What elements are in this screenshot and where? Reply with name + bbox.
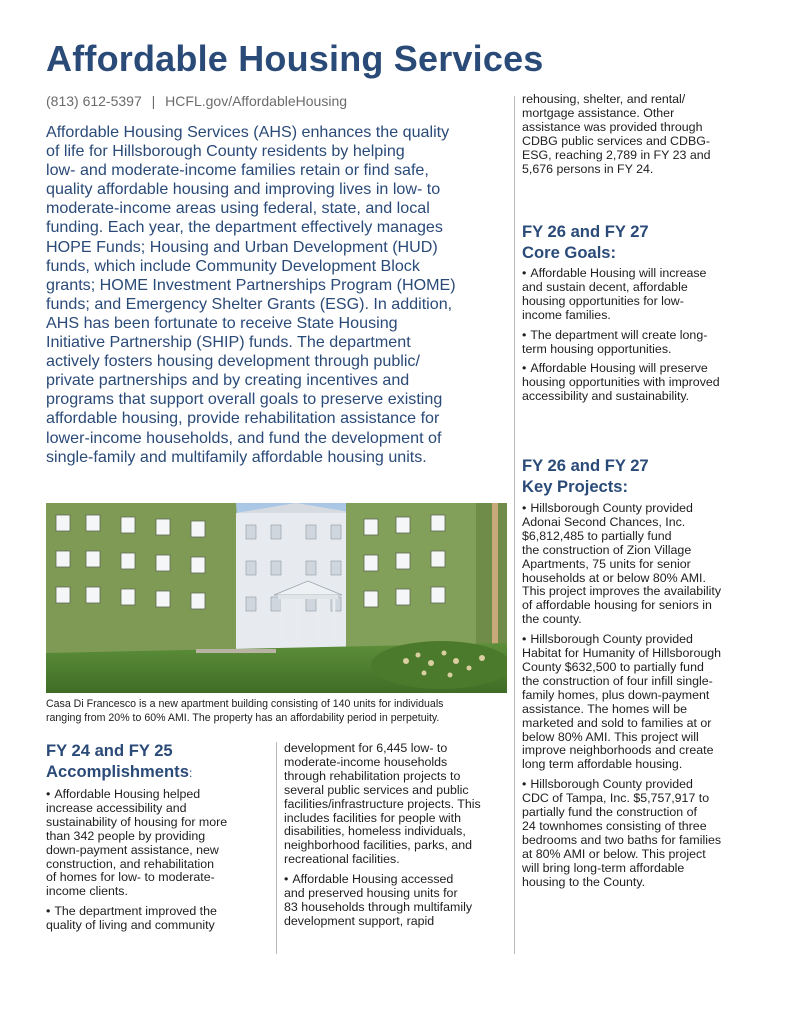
text-line: The department improved the [54,904,217,919]
intro-line: affordable housing, provide rehabilitation assistance for [46,409,440,428]
text-line: increase accessibility and [46,800,187,815]
text-line: development support, rapid [284,913,435,928]
text-line: sustainability of housing for more [46,814,228,829]
text-line: includes facilities for people with [284,810,462,825]
bullet-icon: • [46,904,51,919]
accomplishment-item [46,905,271,933]
bullet-icon: • [522,361,527,376]
key-projects-list [522,502,747,889]
accomplishment-item [284,742,509,867]
bullet-icon: • [284,872,289,887]
caption-line: Casa Di Francesco is a new apartment building consisting of 140 units for individuals [46,698,444,710]
intro-line: funds, which include Community Development Block [46,256,420,275]
intro-line: actively fosters housing development through public/ [46,352,420,371]
intro-line: AHS has been fortunate to receive State Housing [46,313,398,332]
intro-line: HOPE Funds; Housing and Urban Development (HUD) [46,237,438,256]
caption-line: ranging from 20% to 60% AMI. The property has an affordability period in perpetuity. [46,711,440,724]
intro-line: Affordable Housing Services (AHS) enhances the quality [46,123,450,141]
text-line: 83 households through multifamily [284,899,473,914]
key-project-item [522,502,747,627]
text-line: income clients. [46,884,128,899]
text-line: family homes, plus down-payment [522,687,710,702]
text-line: down-payment assistance, new [46,842,219,857]
text-line: through rehabilitation projects to [284,768,461,783]
intro-paragraph [46,123,508,467]
intro-line: moderate-income areas using federal, state, and local [46,199,430,218]
text-line: construction, and rehabilitation [46,856,215,871]
text-line: assistance was provided through [522,119,703,134]
text-line: of homes for low- to moderate- [46,870,215,885]
bullet-icon: • [522,501,527,515]
text-line: Affordable Housing will preserve [530,361,708,376]
accomplishment-item [522,93,747,176]
text-line: development for 6,445 low- to [284,741,448,755]
text-line: long term affordable housing. [522,757,683,772]
text-line: marketed and sold to families at or [522,715,712,730]
text-line: $6,812,485 to partially fund [522,528,672,543]
text-line: will bring long-term affordable [522,860,685,875]
accomplishments-heading: FY 24 and FY 25 Accomplishments: [46,741,193,781]
text-line: term housing opportunities. [522,341,672,356]
text-line: below 80% AMI. This project will [522,729,699,744]
bullet-icon: • [522,777,527,792]
text-line: assistance. The homes will be [522,701,688,716]
text-line: housing opportunities for low- [522,293,684,308]
key-projects-heading: FY 26 and FY 27 Key Projects: [522,456,649,496]
photo-caption [46,698,508,726]
text-line: Adonai Second Chances, Inc. [522,514,686,529]
intro-line: lower-income households, and fund the development of [46,428,442,447]
text-line: improve neighborhoods and create [522,743,714,758]
intro-line: low- and moderate-income families retain or find safe, [46,161,429,180]
core-goals-heading: FY 26 and FY 27 Core Goals: [522,222,649,262]
key-project-item [522,633,747,772]
bullet-icon: • [522,632,527,647]
accomplishment-item [284,873,509,929]
contact-separator: | [151,93,156,109]
text-line: several public services and public [284,782,469,797]
core-goal-item [522,329,747,357]
intro-line: Initiative Partnership (SHIP) funds. The department [46,333,411,352]
text-line: households at or below 80% AMI. [522,570,706,585]
intro-line: grants; HOME Investment Partnerships Program (HOME) [46,275,456,294]
text-line: facilities/infrastructure projects. This [284,796,481,811]
text-line: the construction of Zion Village [522,542,692,557]
text-line: income families. [522,307,611,322]
core-goals-list [522,267,747,404]
text-line: and preserved housing units for [284,886,458,901]
intro-line: single-family and multifamily affordable housing units. [46,447,427,466]
intro-line: private partnerships and by creating incentives and [46,371,410,390]
text-line: 5,676 persons in FY 24. [522,161,654,176]
text-line: Affordable Housing will increase [530,266,707,280]
bullet-icon: • [522,266,527,280]
text-line: neighborhood facilities, parks, and [284,838,473,853]
text-line: rehousing, shelter, and rental/ [522,92,686,106]
text-line: moderate-income households [284,754,448,769]
text-line: accessibility and sustainability. [522,389,690,404]
text-line: the county. [522,612,582,627]
intro-line: funding. Each year, the department effectively manages [46,218,443,237]
intro-line: funds; and Emergency Shelter Grants (ESG). In addition, [46,294,453,313]
text-line: the construction of four infill single- [522,673,713,688]
text-line: CDBG public services and CDBG- [522,133,710,148]
text-line: at 80% AMI or below. This project [522,846,706,861]
text-line: than 342 people by providing [46,828,206,843]
bullet-icon: • [46,787,51,801]
text-line: 24 townhomes consisting of three [522,818,707,833]
text-line: partially fund the construction of [522,805,697,820]
text-line: housing to the County. [522,874,646,889]
phone-number: (813) 612-5397 [46,93,142,109]
text-line: bedrooms and two baths for families [522,832,722,847]
text-line: quality of living and community [46,918,215,933]
contact-line [46,93,347,109]
accomplishments-col1 [46,788,271,933]
intro-line: programs that support overall goals to preserve existing [46,390,443,409]
apartment-building-photo [46,503,507,693]
text-line: Hillsborough County provided [530,501,693,515]
accomplishments-col3 [522,93,747,176]
text-line: mortgage assistance. Other [522,105,675,120]
text-line: This project improves the availability [522,584,722,599]
text-line: The department will create long- [530,327,708,342]
page-title: Affordable Housing Services [46,38,544,79]
key-project-item [522,778,747,889]
text-line: Apartments, 75 units for senior [522,556,691,571]
text-line: ESG, reaching 2,789 in FY 23 and [522,147,711,162]
text-line: Affordable Housing helped [54,787,201,801]
intro-line: of life for Hillsborough County residents by helping [46,142,405,161]
accomplishments-col2 [284,742,509,929]
text-line: of affordable housing for seniors in [522,598,712,613]
column-divider [276,742,277,954]
intro-line: quality affordable housing and improving lives in low- to [46,180,441,199]
core-goal-item [522,267,747,323]
text-line: Affordable Housing accessed [292,872,454,887]
text-line: Habitat for Humanity of Hillsborough [522,646,722,661]
text-line: housing opportunities with improved [522,375,720,390]
column-divider [514,96,515,954]
accomplishment-item [46,788,271,899]
text-line: Hillsborough County provided [530,777,693,792]
text-line: CDC of Tampa, Inc. $5,757,917 to [522,791,710,806]
text-line: disabilities, homeless individuals, [284,824,466,839]
bullet-icon: • [522,327,527,342]
text-line: recreational facilities. [284,852,400,867]
core-goal-item [522,362,747,404]
text-line: Hillsborough County provided [530,632,693,647]
website-link[interactable]: HCFL.gov/AffordableHousing [165,93,348,109]
text-line: County $632,500 to partially fund [522,659,704,674]
text-line: and sustain decent, affordable [522,279,688,294]
